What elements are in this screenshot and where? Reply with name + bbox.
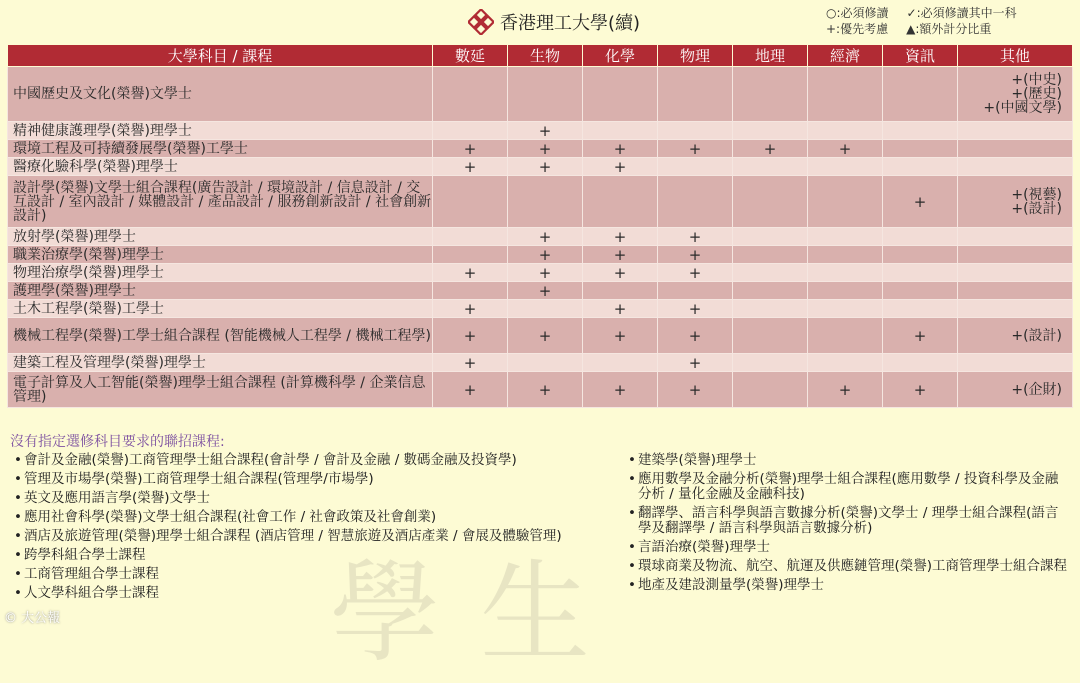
- subject-mark: [883, 67, 958, 122]
- subject-mark: +: [883, 176, 958, 228]
- subject-mark: [433, 228, 508, 246]
- course-name: 精神健康護理學(榮譽)理學士: [8, 122, 433, 140]
- course-name: 職業治療學(榮譽)理學士: [8, 246, 433, 264]
- polyu-logo-icon: [468, 9, 494, 35]
- subject-mark: [808, 67, 883, 122]
- note-text: 會計及金融(榮譽)工商管理學士組合課程(會計學 / 會計及金融 / 數碼金融及投資學): [24, 452, 517, 468]
- note-list-item: [14, 510, 614, 525]
- watermark: 學生: [330, 549, 630, 677]
- course-name: 設計學(榮譽)文學士組合課程(廣告設計 / 環境設計 / 信息設計 / 交互設計 / 室內設計 / 媒體設計 / 產品設計 / 服務創新設計 / 社會創新設計): [8, 176, 433, 228]
- table-row: [8, 318, 1073, 354]
- course-name: 中國歷史及文化(榮譽)文學士: [8, 67, 433, 122]
- subject-mark: [883, 282, 958, 300]
- subject-mark: +: [508, 246, 583, 264]
- other-subjects: [958, 318, 1073, 354]
- note-text: 英文及應用語言學(榮譽)文學士: [24, 490, 211, 506]
- subject-mark: +: [658, 228, 733, 246]
- other-subjects: [958, 264, 1073, 282]
- other-subject-entry: +(設計): [1011, 327, 1062, 344]
- subject-mark: [433, 122, 508, 140]
- subject-mark: [583, 354, 658, 372]
- subject-mark: +: [883, 318, 958, 354]
- subject-mark: +: [508, 372, 583, 408]
- subject-mark: [583, 122, 658, 140]
- table-row: [8, 176, 1073, 228]
- subject-mark: [658, 122, 733, 140]
- table-row: [8, 264, 1073, 282]
- other-subjects: [958, 300, 1073, 318]
- subject-mark: [883, 264, 958, 282]
- subject-mark: +: [433, 372, 508, 408]
- course-name: 電子計算及人工智能(榮譽)理學士組合課程 (計算機科學 / 企業信息管理): [8, 372, 433, 408]
- subject-mark: +: [508, 122, 583, 140]
- subject-mark: [658, 158, 733, 176]
- bullet-icon: •: [14, 490, 22, 506]
- subject-mark: +: [508, 158, 583, 176]
- subject-mark: [883, 354, 958, 372]
- subject-mark: [733, 67, 808, 122]
- bullet-icon: •: [14, 452, 22, 468]
- subject-mark: [733, 282, 808, 300]
- subject-mark: +: [583, 300, 658, 318]
- col-header-other: 其他: [958, 45, 1073, 67]
- subject-mark: [583, 282, 658, 300]
- legend-required: ○:必須修讀: [826, 6, 889, 20]
- subject-mark: +: [433, 318, 508, 354]
- subject-mark: [583, 67, 658, 122]
- note-text: 人文學科組合學士課程: [24, 585, 159, 601]
- col-header-physics: 物理: [658, 45, 733, 67]
- note-text: 言語治療(榮譽)理學士: [638, 539, 771, 555]
- course-name: 土木工程學(榮譽)工學士: [8, 300, 433, 318]
- col-header-course: 大學科目 / 課程: [8, 45, 433, 67]
- other-subjects: [958, 176, 1073, 228]
- col-header-geography: 地理: [733, 45, 808, 67]
- subject-mark: +: [658, 318, 733, 354]
- page-title-wrap: [468, 8, 640, 36]
- subject-mark: [583, 176, 658, 228]
- subject-mark: [808, 354, 883, 372]
- note-text: 環球商業及物流、航空、航運及供應鏈管理(榮譽)工商管理學士組合課程: [638, 558, 1068, 574]
- course-name: 環境工程及可持續發展學(榮譽)工學士: [8, 140, 433, 158]
- subject-mark: [733, 246, 808, 264]
- subject-mark: [883, 140, 958, 158]
- note-list-item: [628, 540, 1068, 555]
- subject-mark: [433, 282, 508, 300]
- table-row: [8, 228, 1073, 246]
- table-row: [8, 372, 1073, 408]
- col-header-math-ext: 數延: [433, 45, 508, 67]
- subject-mark: +: [658, 140, 733, 158]
- bullet-icon: •: [628, 505, 636, 521]
- subject-mark: [508, 176, 583, 228]
- note-list-item: [14, 453, 614, 468]
- subject-mark: +: [433, 140, 508, 158]
- course-name: 放射學(榮譽)理學士: [8, 228, 433, 246]
- subject-mark: +: [883, 372, 958, 408]
- subject-mark: [808, 264, 883, 282]
- bullet-icon: •: [628, 452, 636, 468]
- bullet-icon: •: [14, 585, 22, 601]
- col-header-economics: 經濟: [808, 45, 883, 67]
- subject-mark: [808, 176, 883, 228]
- note-text: 建築學(榮譽)理學士: [638, 452, 757, 468]
- table-row: [8, 122, 1073, 140]
- subject-mark: +: [433, 158, 508, 176]
- other-subject-entry: +(企財): [1011, 381, 1062, 398]
- table-row: [8, 354, 1073, 372]
- subject-mark: +: [583, 140, 658, 158]
- course-name: 物理治療學(榮譽)理學士: [8, 264, 433, 282]
- subject-mark: [733, 158, 808, 176]
- footer-credit: © 大公報: [4, 611, 61, 626]
- note-list-item: [14, 491, 614, 506]
- subject-mark: +: [583, 318, 658, 354]
- subject-mark: [508, 300, 583, 318]
- note-list-item: [628, 453, 1068, 468]
- bullet-icon: •: [14, 528, 22, 544]
- bullet-icon: •: [628, 577, 636, 593]
- subject-mark: [808, 158, 883, 176]
- bullet-icon: •: [14, 471, 22, 487]
- subject-mark: +: [508, 228, 583, 246]
- note-text: 酒店及旅遊管理(榮譽)理學士組合課程 (酒店管理 / 智慧旅遊及酒店產業 / 會展及體驗管理): [24, 528, 562, 544]
- other-subjects: [958, 67, 1073, 122]
- subject-mark: [883, 246, 958, 264]
- subject-mark: [733, 300, 808, 318]
- other-subject-entry: +(歷史): [1011, 86, 1062, 102]
- subject-mark: +: [658, 372, 733, 408]
- other-subject-entry: +(視藝): [1011, 186, 1062, 203]
- note-text: 地產及建設測量學(榮譽)理學士: [638, 577, 825, 593]
- other-subjects: [958, 228, 1073, 246]
- note-text: 翻譯學、語言科學與語言數據分析(榮譽)文學士 / 理學士組合課程(語言學及翻譯學 / 語言科學與語言數據分析): [638, 505, 1059, 536]
- subject-mark: [883, 122, 958, 140]
- table-header-row: [8, 45, 1073, 67]
- subject-mark: +: [808, 372, 883, 408]
- note-list-item: [628, 578, 1068, 593]
- bullet-icon: •: [14, 566, 22, 582]
- subject-mark: +: [583, 246, 658, 264]
- subject-mark: [733, 228, 808, 246]
- subject-mark: +: [433, 354, 508, 372]
- subject-mark: [433, 67, 508, 122]
- subject-mark: [883, 300, 958, 318]
- note-list-item: [628, 559, 1068, 574]
- subject-mark: [733, 122, 808, 140]
- other-subjects: [958, 122, 1073, 140]
- table-row: [8, 300, 1073, 318]
- subject-mark: [733, 264, 808, 282]
- subject-mark: [733, 318, 808, 354]
- subject-mark: +: [658, 264, 733, 282]
- table-body: [8, 67, 1073, 408]
- notes-title: 沒有指定選修科目要求的聯招課程:: [10, 434, 225, 450]
- legend-extra-weight: ▲:額外計分比重: [906, 22, 992, 36]
- subject-mark: [733, 372, 808, 408]
- subject-mark: +: [508, 140, 583, 158]
- table-row: [8, 282, 1073, 300]
- subject-mark: [733, 354, 808, 372]
- other-subject-entry: +(中國文學): [983, 100, 1062, 116]
- bullet-icon: •: [14, 547, 22, 563]
- subject-mark: +: [658, 354, 733, 372]
- other-subjects: [958, 246, 1073, 264]
- note-text: 管理及市場學(榮譽)工商管理學士組合課程(管理學/市場學): [24, 471, 374, 487]
- note-text: 跨學科組合學士課程: [24, 547, 146, 563]
- table-row: [8, 140, 1073, 158]
- subject-mark: +: [583, 228, 658, 246]
- subject-mark: [658, 176, 733, 228]
- note-list-item: [628, 472, 1068, 502]
- subject-mark: [883, 158, 958, 176]
- col-header-biology: 生物: [508, 45, 583, 67]
- subject-mark: [508, 67, 583, 122]
- subject-mark: +: [733, 140, 808, 158]
- subject-mark: +: [658, 300, 733, 318]
- subject-mark: +: [583, 158, 658, 176]
- subject-mark: [808, 318, 883, 354]
- subject-mark: [808, 122, 883, 140]
- subject-mark: [433, 176, 508, 228]
- other-subject-entry: +(設計): [1011, 200, 1062, 217]
- course-name: 護理學(榮譽)理學士: [8, 282, 433, 300]
- table-row: [8, 158, 1073, 176]
- bullet-icon: •: [628, 539, 636, 555]
- legend: [826, 5, 1017, 37]
- other-subjects: [958, 140, 1073, 158]
- table-row: [8, 67, 1073, 122]
- subject-mark: [658, 67, 733, 122]
- subject-mark: [808, 282, 883, 300]
- subject-mark: +: [433, 264, 508, 282]
- subject-mark: [883, 228, 958, 246]
- subject-mark: [808, 300, 883, 318]
- subject-mark: +: [433, 300, 508, 318]
- subject-mark: +: [583, 264, 658, 282]
- note-text: 工商管理組合學士課程: [24, 566, 159, 582]
- other-subjects: [958, 158, 1073, 176]
- page-title: 香港理工大學(續): [500, 13, 641, 34]
- subject-mark: +: [658, 246, 733, 264]
- subject-table: [7, 44, 1073, 408]
- subject-mark: +: [508, 264, 583, 282]
- legend-choose-one: ✓:必須修讀其中一科: [906, 6, 1017, 20]
- bullet-icon: •: [628, 558, 636, 574]
- subject-mark: [808, 246, 883, 264]
- bullet-icon: •: [14, 509, 22, 525]
- subject-mark: +: [808, 140, 883, 158]
- course-name: 機械工程學(榮譽)工學士組合課程 (智能機械人工程學 / 機械工程學): [8, 318, 433, 354]
- notes-right-list: [628, 453, 1068, 597]
- subject-mark: +: [508, 282, 583, 300]
- subject-mark: [658, 282, 733, 300]
- other-subjects: [958, 282, 1073, 300]
- course-name: 醫療化驗科學(榮譽)理學士: [8, 158, 433, 176]
- note-list-item: [14, 472, 614, 487]
- subject-mark: +: [583, 372, 658, 408]
- subject-mark: [733, 176, 808, 228]
- note-text: 應用數學及金融分析(榮譽)理學士組合課程(應用數學 / 投資科學及金融分析 / 量化金融及金融科技): [638, 471, 1059, 502]
- note-list-item: [628, 506, 1068, 536]
- col-header-ict: 資訊: [883, 45, 958, 67]
- col-header-chemistry: 化學: [583, 45, 658, 67]
- header: [0, 0, 1080, 42]
- subject-mark: [433, 246, 508, 264]
- other-subjects: [958, 354, 1073, 372]
- course-name: 建築工程及管理學(榮譽)理學士: [8, 354, 433, 372]
- table-row: [8, 246, 1073, 264]
- subject-mark: +: [508, 318, 583, 354]
- legend-priority: +:優先考慮: [826, 22, 889, 36]
- note-text: 應用社會科學(榮譽)文學士組合課程(社會工作 / 社會政策及社會創業): [24, 509, 437, 525]
- other-subject-entry: +(中史): [1011, 72, 1062, 88]
- bullet-icon: •: [628, 471, 636, 487]
- other-subjects: [958, 372, 1073, 408]
- subject-mark: [508, 354, 583, 372]
- subject-mark: [808, 228, 883, 246]
